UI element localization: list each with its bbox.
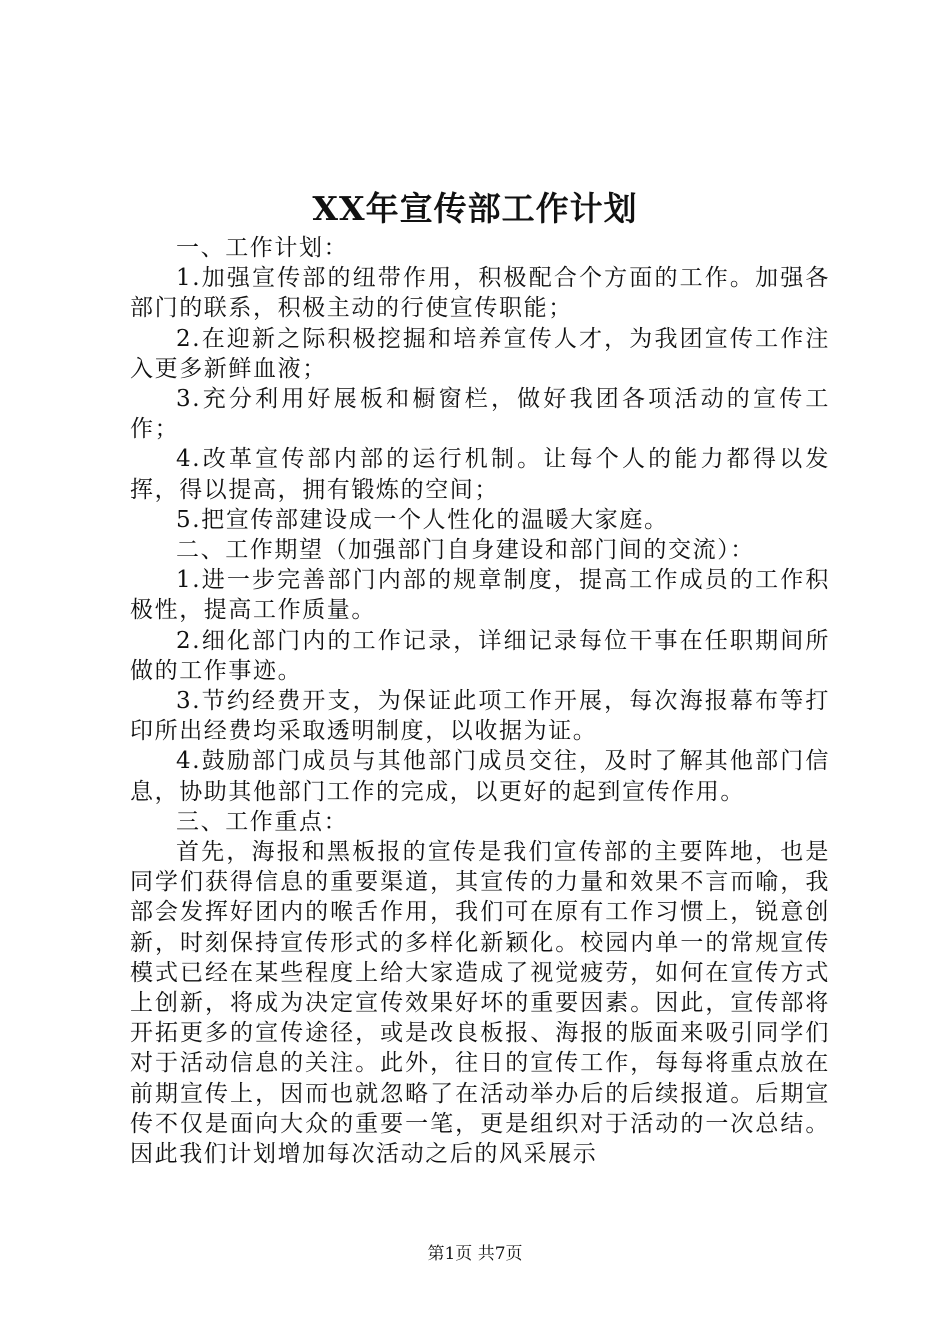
- expectation-item-4: 4.鼓励部门成员与其他部门成员交往，及时了解其他部门信息，协助其他部门工作的完成，以更好的起到宣传作用。: [130, 748, 830, 805]
- plan-item-2: 2.在迎新之际积极挖掘和培养宣传人才，为我团宣传工作注入更多新鲜血液；: [130, 325, 830, 382]
- plan-item-5: 5.把宣传部建设成一个人性化的温暖大家庭。: [176, 506, 669, 533]
- expectation-item-3: 3.节约经费开支，为保证此项工作开展，每次海报幕布等打印所出经费均采取透明制度，以收据为证。: [130, 688, 830, 745]
- document-body: [130, 233, 830, 1169]
- plan-item-4: 4.改革宣传部内部的运行机制。让每个人的能力都得以发挥，得以提高，拥有锻炼的空间；: [130, 446, 830, 503]
- work-focus-paragraph: 首先，海报和黑板报的宣传是我们宣传部的主要阵地，也是同学们获得信息的重要渠道，其宣传的力量和效果不言而喻，我部会发挥好团内的喉舌作用，我们可在原有工作习惯上，锐意创新，时刻保持宣传形式的多样化新颖化。校园内单一的常规宣传模式已经在某些程度上给大家造成了视觉疲劳，如何在宣传方式上创新，将成为决定宣传效果好坏的重要因素。因此，宣传部将开拓更多的宣传途径，或是改良板报、海报的版面来吸引同学们对于活动信息的关注。此外，往日的宣传工作，每每将重点放在前期宣传上，因而也就忽略了在活动举办后的后续报道。后期宣传不仅是面向大众的重要一笔，更是组织对于活动的一次总结。因此我们计划增加每次活动之后的风采展示: [130, 839, 830, 1168]
- expectation-item-1: 1.进一步完善部门内部的规章制度，提高工作成员的工作积极性，提高工作质量。: [130, 567, 830, 624]
- page-number-footer: 第1页 共7页: [427, 1244, 523, 1264]
- section-heading-work-focus: 三、工作重点：: [176, 808, 349, 835]
- section-heading-work-expectations: 二、工作期望（加强部门自身建设和部门间的交流）：: [176, 537, 755, 564]
- plan-item-3: 3.充分利用好展板和橱窗栏，做好我团各项活动的宣传工作；: [130, 386, 830, 443]
- expectation-item-2: 2.细化部门内的工作记录，详细记录每位干事在任职期间所做的工作事迹。: [130, 627, 830, 684]
- section-heading-work-plan: 一、工作计划：: [176, 235, 349, 261]
- document-title: XX年宣传部工作计划: [312, 189, 638, 228]
- plan-item-1: 1.加强宣传部的纽带作用，积极配合个方面的工作。加强各部门的联系，积极主动的行使宣传职能；: [130, 265, 830, 322]
